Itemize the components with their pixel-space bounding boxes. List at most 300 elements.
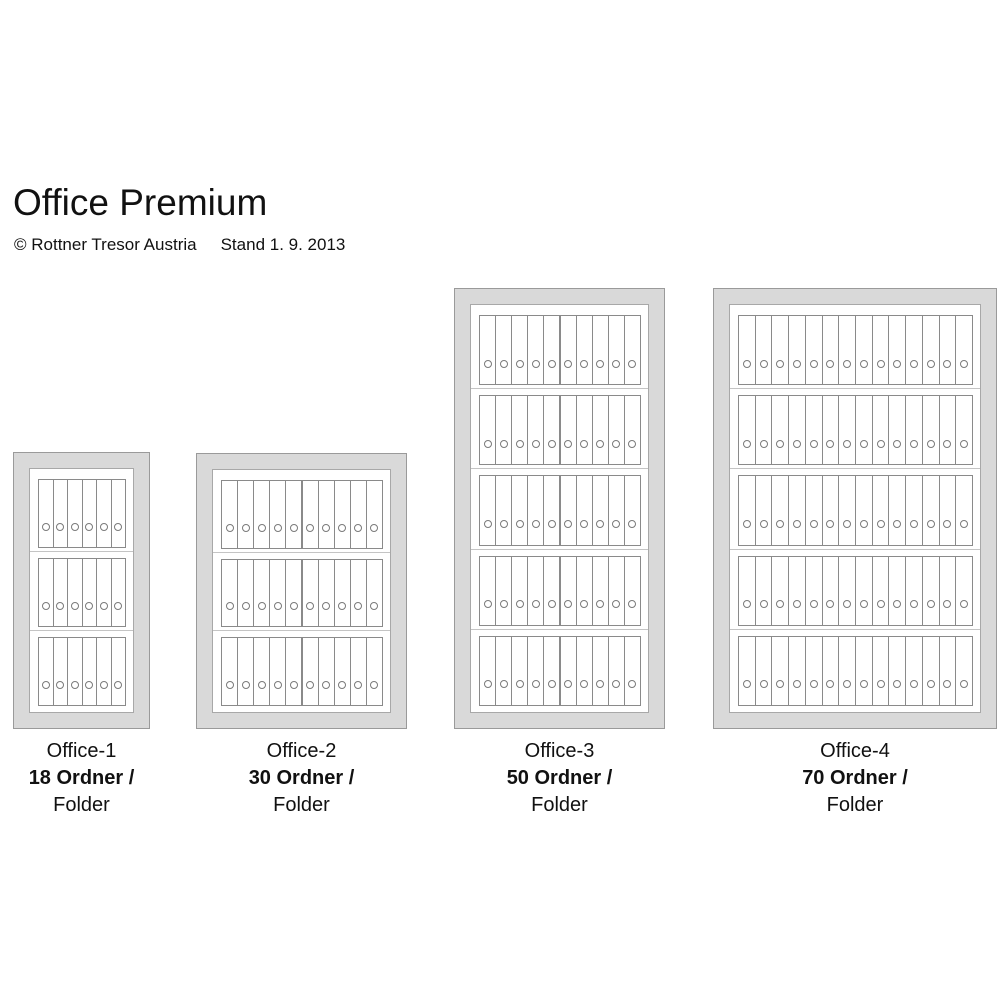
- folder-binder: [939, 556, 957, 626]
- binder-ring-icon: [943, 440, 951, 448]
- folder-binder: [855, 556, 873, 626]
- folder-binder: [788, 636, 806, 706]
- binder-ring-icon: [580, 360, 588, 368]
- binder-ring-icon: [893, 600, 901, 608]
- binder-ring-icon: [100, 681, 108, 689]
- folder-binder: [905, 636, 923, 706]
- binder-ring-icon: [810, 680, 818, 688]
- folder-binder: [111, 637, 127, 706]
- binder-ring-icon: [893, 680, 901, 688]
- binder-ring-icon: [100, 523, 108, 531]
- folder-binder: [855, 475, 873, 545]
- folder-binder: [495, 395, 512, 465]
- shelf-divider: [730, 388, 980, 389]
- binder-ring-icon: [500, 360, 508, 368]
- binder-ring-icon: [354, 602, 362, 610]
- caption-office-2: [196, 738, 407, 819]
- binder-ring-icon: [843, 680, 851, 688]
- binder-ring-icon: [338, 602, 346, 610]
- shelf-divider: [730, 468, 980, 469]
- binder-ring-icon: [776, 440, 784, 448]
- binder-ring-icon: [760, 520, 768, 528]
- binder-ring-icon: [100, 602, 108, 610]
- binder-ring-icon: [114, 602, 122, 610]
- binder-ring-icon: [580, 520, 588, 528]
- binder-ring-icon: [242, 602, 250, 610]
- folder-binder: [905, 395, 923, 465]
- folder-binder: [479, 636, 496, 706]
- shelf-divider: [30, 551, 133, 552]
- caption-office-1: [13, 738, 150, 819]
- subtitle: [14, 236, 345, 253]
- binder-ring-icon: [226, 681, 234, 689]
- binder-ring-icon: [85, 681, 93, 689]
- binder-ring-icon: [114, 681, 122, 689]
- binder-ring-icon: [743, 600, 751, 608]
- date-text: Stand 1. 9. 2013: [220, 235, 346, 254]
- binder-ring-icon: [306, 681, 314, 689]
- binder-ring-icon: [960, 360, 968, 368]
- folder-binder: [82, 558, 98, 627]
- folder-binder: [302, 480, 319, 549]
- binder-ring-icon: [71, 523, 79, 531]
- binder-ring-icon: [500, 520, 508, 528]
- folder-binder: [738, 636, 756, 706]
- folder-binder: [334, 559, 351, 628]
- folder-binder: [738, 475, 756, 545]
- folder-binder: [543, 395, 560, 465]
- binder-ring-icon: [274, 681, 282, 689]
- folder-binder: [922, 315, 940, 385]
- binder-ring-icon: [370, 681, 378, 689]
- folder-count: 18 Ordner /: [28, 767, 135, 789]
- folder-binder: [253, 559, 270, 628]
- binder-ring-icon: [548, 680, 556, 688]
- binder-ring-icon: [776, 600, 784, 608]
- binder-ring-icon: [85, 523, 93, 531]
- folder-binder: [771, 556, 789, 626]
- binder-ring-icon: [484, 520, 492, 528]
- safe-interior: [470, 304, 649, 713]
- binder-ring-icon: [290, 602, 298, 610]
- binder-ring-icon: [943, 680, 951, 688]
- binder-ring-icon: [628, 520, 636, 528]
- binder-ring-icon: [628, 680, 636, 688]
- folder-binder: [527, 636, 544, 706]
- folder-binder: [350, 559, 367, 628]
- folder-binder: [738, 395, 756, 465]
- binder-ring-icon: [354, 681, 362, 689]
- folder-binder: [253, 480, 270, 549]
- folder-binder: [872, 395, 890, 465]
- folder-binder: [838, 556, 856, 626]
- binder-ring-icon: [274, 524, 282, 532]
- binder-ring-icon: [893, 440, 901, 448]
- folder-binder: [511, 475, 528, 545]
- folder-binder: [922, 636, 940, 706]
- binder-ring-icon: [532, 440, 540, 448]
- binder-ring-icon: [516, 440, 524, 448]
- folder-binder: [955, 315, 973, 385]
- folder-binder: [479, 475, 496, 545]
- folder-binder: [495, 556, 512, 626]
- copyright-text: © Rottner Tresor Austria: [14, 235, 197, 254]
- folder-binder: [350, 480, 367, 549]
- binder-ring-icon: [943, 600, 951, 608]
- binder-ring-icon: [877, 520, 885, 528]
- binder-ring-icon: [516, 520, 524, 528]
- binder-ring-icon: [743, 440, 751, 448]
- folder-binder: [922, 395, 940, 465]
- folder-binder: [788, 475, 806, 545]
- folder-binder: [38, 479, 54, 548]
- binder-ring-icon: [484, 360, 492, 368]
- safe-office-3: [454, 288, 665, 729]
- folder-binder: [771, 395, 789, 465]
- binder-ring-icon: [810, 360, 818, 368]
- folder-binder: [302, 637, 319, 706]
- binder-ring-icon: [338, 681, 346, 689]
- folder-binder: [838, 475, 856, 545]
- binder-ring-icon: [242, 524, 250, 532]
- binder-ring-icon: [793, 360, 801, 368]
- folder-binder: [350, 637, 367, 706]
- binder-ring-icon: [484, 680, 492, 688]
- binder-ring-icon: [548, 440, 556, 448]
- folder-binder: [955, 395, 973, 465]
- folder-binder: [592, 475, 609, 545]
- folder-binder: [543, 556, 560, 626]
- folder-binder: [955, 556, 973, 626]
- binder-ring-icon: [776, 680, 784, 688]
- folder-binder: [511, 395, 528, 465]
- folder-binder: [82, 637, 98, 706]
- folder-binder: [771, 475, 789, 545]
- folder-unit: Folder: [826, 794, 884, 816]
- folder-binder: [872, 475, 890, 545]
- folder-binder: [576, 556, 593, 626]
- folder-binder: [888, 556, 906, 626]
- folder-binder: [755, 475, 773, 545]
- folder-binder: [872, 315, 890, 385]
- folder-binder: [285, 637, 302, 706]
- folder-binder: [111, 558, 127, 627]
- binder-ring-icon: [860, 680, 868, 688]
- folder-binder: [53, 479, 69, 548]
- folder-binder: [111, 479, 127, 548]
- binder-ring-icon: [893, 360, 901, 368]
- binder-ring-icon: [793, 440, 801, 448]
- binder-ring-icon: [596, 360, 604, 368]
- folder-binder: [822, 636, 840, 706]
- binder-ring-icon: [322, 602, 330, 610]
- folder-binder: [788, 395, 806, 465]
- folder-binder: [495, 636, 512, 706]
- folder-unit: Folder: [531, 794, 588, 816]
- folder-binder: [334, 480, 351, 549]
- folder-binder: [822, 395, 840, 465]
- binder-ring-icon: [580, 600, 588, 608]
- binder-ring-icon: [628, 440, 636, 448]
- binder-ring-icon: [612, 360, 620, 368]
- folder-binder: [888, 315, 906, 385]
- safe-office-4: [713, 288, 997, 729]
- folder-unit: Folder: [273, 794, 330, 816]
- binder-ring-icon: [532, 360, 540, 368]
- binder-ring-icon: [910, 520, 918, 528]
- folder-binder: [221, 559, 238, 628]
- folder-binder: [788, 556, 806, 626]
- folder-binder: [237, 637, 254, 706]
- binder-ring-icon: [776, 520, 784, 528]
- binder-ring-icon: [843, 360, 851, 368]
- binder-ring-icon: [516, 600, 524, 608]
- binder-ring-icon: [258, 524, 266, 532]
- binder-ring-icon: [500, 440, 508, 448]
- folder-binder: [838, 395, 856, 465]
- shelf-divider: [213, 552, 390, 553]
- binder-ring-icon: [226, 524, 234, 532]
- binder-ring-icon: [306, 524, 314, 532]
- shelf-divider: [730, 629, 980, 630]
- folder-binder: [805, 395, 823, 465]
- folder-binder: [576, 636, 593, 706]
- folder-binder: [738, 315, 756, 385]
- folder-binder: [67, 637, 83, 706]
- binder-ring-icon: [306, 602, 314, 610]
- binder-ring-icon: [843, 440, 851, 448]
- binder-ring-icon: [370, 524, 378, 532]
- folder-binder: [527, 556, 544, 626]
- folder-binder: [855, 636, 873, 706]
- folder-binder: [771, 636, 789, 706]
- binder-ring-icon: [760, 600, 768, 608]
- folder-binder: [221, 480, 238, 549]
- binder-ring-icon: [258, 681, 266, 689]
- binder-ring-icon: [258, 602, 266, 610]
- binder-ring-icon: [843, 520, 851, 528]
- folder-binder: [624, 636, 641, 706]
- model-name: Office-1: [46, 740, 117, 762]
- shelf-divider: [213, 630, 390, 631]
- page-title: Office Premium: [13, 182, 268, 223]
- caption-office-3: [454, 738, 665, 819]
- binder-ring-icon: [516, 680, 524, 688]
- folder-binder: [755, 636, 773, 706]
- folder-binder: [495, 315, 512, 385]
- folder-binder: [922, 475, 940, 545]
- folder-binder: [560, 556, 577, 626]
- binder-ring-icon: [793, 520, 801, 528]
- folder-binder: [608, 315, 625, 385]
- folder-binder: [53, 637, 69, 706]
- binder-ring-icon: [760, 360, 768, 368]
- folder-binder: [67, 558, 83, 627]
- folder-binder: [269, 480, 286, 549]
- binder-ring-icon: [338, 524, 346, 532]
- folder-binder: [955, 636, 973, 706]
- folder-binder: [855, 315, 873, 385]
- shelf-divider: [730, 549, 980, 550]
- folder-binder: [334, 637, 351, 706]
- folder-binder: [511, 556, 528, 626]
- binder-ring-icon: [960, 600, 968, 608]
- folder-binder: [269, 559, 286, 628]
- folder-binder: [237, 480, 254, 549]
- folder-binder: [905, 315, 923, 385]
- folder-binder: [82, 479, 98, 548]
- binder-ring-icon: [826, 440, 834, 448]
- folder-binder: [624, 315, 641, 385]
- shelf-divider: [471, 468, 648, 469]
- binder-ring-icon: [548, 600, 556, 608]
- binder-ring-icon: [56, 523, 64, 531]
- folder-binder: [479, 556, 496, 626]
- model-name: Office-3: [524, 740, 595, 762]
- folder-binder: [479, 315, 496, 385]
- binder-ring-icon: [290, 681, 298, 689]
- folder-binder: [905, 556, 923, 626]
- folder-binder: [608, 475, 625, 545]
- folder-unit: Folder: [53, 794, 110, 816]
- binder-ring-icon: [743, 360, 751, 368]
- binder-ring-icon: [532, 600, 540, 608]
- folder-binder: [939, 475, 957, 545]
- folder-binder: [366, 637, 383, 706]
- folder-binder: [318, 480, 335, 549]
- binder-ring-icon: [960, 440, 968, 448]
- shelf-divider: [471, 388, 648, 389]
- binder-ring-icon: [877, 600, 885, 608]
- folder-count: 30 Ordner /: [248, 767, 355, 789]
- binder-ring-icon: [628, 360, 636, 368]
- folder-binder: [285, 559, 302, 628]
- folder-binder: [285, 480, 302, 549]
- folder-binder: [888, 475, 906, 545]
- binder-ring-icon: [580, 680, 588, 688]
- folder-binder: [511, 636, 528, 706]
- binder-ring-icon: [743, 520, 751, 528]
- binder-ring-icon: [826, 360, 834, 368]
- binder-ring-icon: [793, 600, 801, 608]
- binder-ring-icon: [810, 600, 818, 608]
- binder-ring-icon: [927, 680, 935, 688]
- binder-ring-icon: [960, 680, 968, 688]
- folder-binder: [838, 636, 856, 706]
- folder-binder: [805, 636, 823, 706]
- folder-binder: [592, 556, 609, 626]
- folder-binder: [253, 637, 270, 706]
- folder-binder: [302, 559, 319, 628]
- folder-binder: [543, 475, 560, 545]
- binder-ring-icon: [743, 680, 751, 688]
- binder-ring-icon: [548, 360, 556, 368]
- binder-ring-icon: [793, 680, 801, 688]
- binder-ring-icon: [548, 520, 556, 528]
- binder-ring-icon: [564, 360, 572, 368]
- folder-binder: [527, 395, 544, 465]
- binder-ring-icon: [532, 680, 540, 688]
- folder-binder: [939, 636, 957, 706]
- caption-office-4: [713, 738, 997, 819]
- folder-binder: [38, 637, 54, 706]
- folder-binder: [592, 315, 609, 385]
- binder-ring-icon: [596, 440, 604, 448]
- binder-ring-icon: [500, 680, 508, 688]
- folder-binder: [608, 556, 625, 626]
- binder-ring-icon: [596, 520, 604, 528]
- folder-binder: [269, 637, 286, 706]
- folder-binder: [318, 559, 335, 628]
- folder-binder: [822, 556, 840, 626]
- folder-binder: [592, 395, 609, 465]
- folder-binder: [805, 556, 823, 626]
- folder-binder: [543, 636, 560, 706]
- binder-ring-icon: [860, 360, 868, 368]
- folder-binder: [576, 475, 593, 545]
- safe-office-1: [13, 452, 150, 729]
- binder-ring-icon: [877, 440, 885, 448]
- binder-ring-icon: [628, 600, 636, 608]
- folder-binder: [755, 395, 773, 465]
- folder-binder: [608, 395, 625, 465]
- folder-binder: [366, 559, 383, 628]
- folder-binder: [495, 475, 512, 545]
- folder-binder: [624, 475, 641, 545]
- binder-ring-icon: [564, 680, 572, 688]
- binder-ring-icon: [500, 600, 508, 608]
- binder-ring-icon: [484, 440, 492, 448]
- folder-binder: [318, 637, 335, 706]
- folder-binder: [738, 556, 756, 626]
- folder-binder: [560, 475, 577, 545]
- folder-binder: [624, 556, 641, 626]
- folder-binder: [788, 315, 806, 385]
- folder-binder: [771, 315, 789, 385]
- shelf-divider: [471, 629, 648, 630]
- binder-ring-icon: [860, 520, 868, 528]
- binder-ring-icon: [927, 360, 935, 368]
- folder-binder: [366, 480, 383, 549]
- binder-ring-icon: [860, 600, 868, 608]
- folder-count: 50 Ordner /: [506, 767, 613, 789]
- model-name: Office-2: [266, 740, 337, 762]
- folder-binder: [755, 315, 773, 385]
- folder-binder: [822, 315, 840, 385]
- folder-binder: [576, 395, 593, 465]
- binder-ring-icon: [760, 440, 768, 448]
- binder-ring-icon: [226, 602, 234, 610]
- folder-binder: [872, 636, 890, 706]
- binder-ring-icon: [927, 600, 935, 608]
- binder-ring-icon: [532, 520, 540, 528]
- safe-interior: [212, 469, 391, 713]
- binder-ring-icon: [776, 360, 784, 368]
- binder-ring-icon: [843, 600, 851, 608]
- binder-ring-icon: [322, 524, 330, 532]
- binder-ring-icon: [71, 602, 79, 610]
- folder-binder: [608, 636, 625, 706]
- folder-count: 70 Ordner /: [802, 767, 908, 789]
- folder-binder: [38, 558, 54, 627]
- folder-binder: [939, 315, 957, 385]
- folder-binder: [755, 556, 773, 626]
- folder-binder: [67, 479, 83, 548]
- binder-ring-icon: [810, 520, 818, 528]
- folder-binder: [922, 556, 940, 626]
- binder-ring-icon: [42, 523, 50, 531]
- binder-ring-icon: [927, 520, 935, 528]
